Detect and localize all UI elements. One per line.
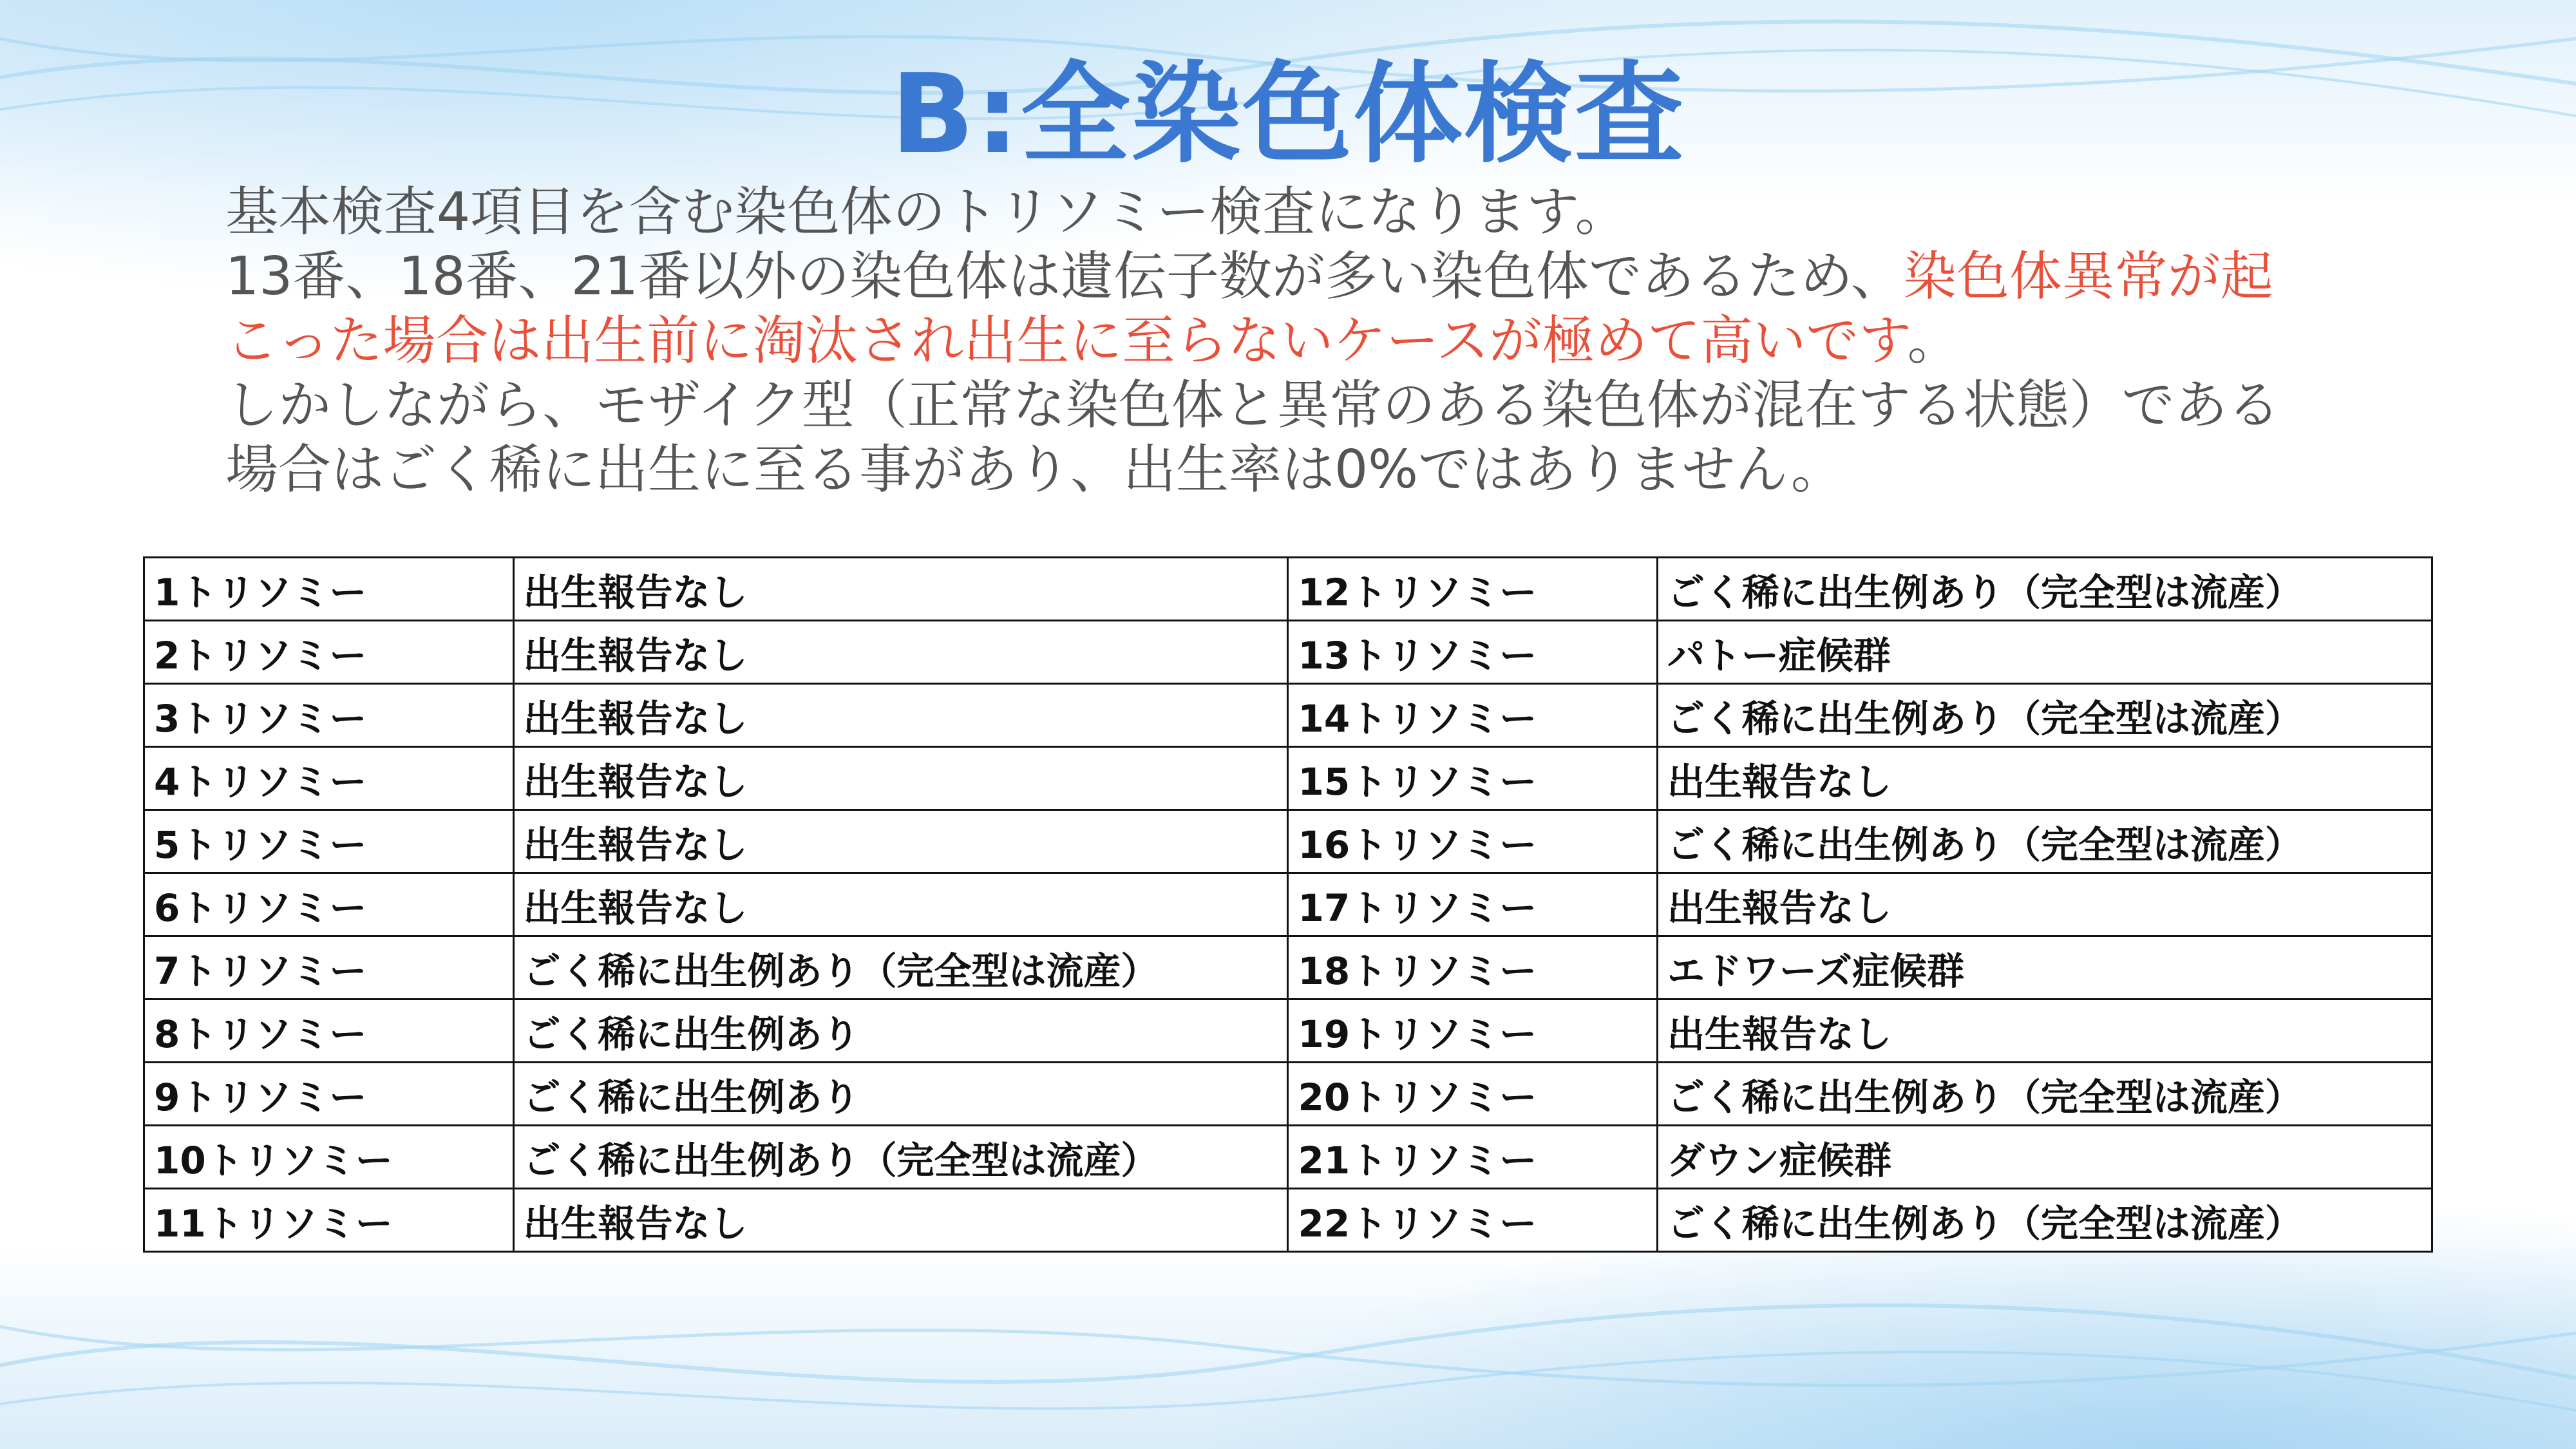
birth-outcome-cell: ごく稀に出生例あり（完全型は流産） <box>513 1126 1288 1189</box>
intro-line-4: しかしながら、モザイク型（正常な染色体と異常のある染色体が混在する状態）である <box>225 375 2280 436</box>
trisomy-name-cell: 15トリソミー <box>1288 747 1658 810</box>
birth-outcome-cell: エドワーズ症候群 <box>1658 936 2432 999</box>
trisomy-name-cell: 6トリソミー <box>144 873 514 936</box>
intro-line-3 <box>225 309 2383 374</box>
birth-outcome-cell: ごく稀に出生例あり <box>513 999 1288 1063</box>
trisomy-name-cell: 8トリソミー <box>144 999 514 1063</box>
trisomy-name-cell: 3トリソミー <box>144 684 514 747</box>
intro-text <box>225 180 2383 502</box>
birth-outcome-cell: ごく稀に出生例あり（完全型は流産） <box>1658 810 2432 873</box>
birth-outcome-cell: 出生報告なし <box>513 810 1288 873</box>
trisomy-name-cell: 17トリソミー <box>1288 873 1658 936</box>
birth-outcome-cell: 出生報告なし <box>513 1189 1288 1252</box>
trisomy-name-cell: 21トリソミー <box>1288 1126 1658 1189</box>
birth-outcome-cell: ごく稀に出生例あり <box>513 1063 1288 1126</box>
birth-outcome-cell: 出生報告なし <box>1658 873 2432 936</box>
intro-line-1: 基本検査4項目を含む染色体のトリソミー検査になります。 <box>225 182 1628 243</box>
birth-outcome-cell: ごく稀に出生例あり（完全型は流産） <box>1658 684 2432 747</box>
trisomy-name-cell: 2トリソミー <box>144 621 514 684</box>
table-row <box>144 1189 2432 1252</box>
slide-title: B:全染色体検査 <box>891 51 1685 178</box>
trisomy-name-cell: 12トリソミー <box>1288 558 1658 621</box>
birth-outcome-cell: 出生報告なし <box>513 621 1288 684</box>
table-row <box>144 621 2432 684</box>
birth-outcome-cell: 出生報告なし <box>1658 747 2432 810</box>
table-row <box>144 684 2432 747</box>
trisomy-name-cell: 20トリソミー <box>1288 1063 1658 1126</box>
intro-line-3-highlight: こった場合は出生前に淘汰され出生に至らないケースが極めて高いです <box>225 310 1908 372</box>
table-row <box>144 873 2432 936</box>
birth-outcome-cell: ダウン症候群 <box>1658 1126 2432 1189</box>
intro-line-3-normal: 。 <box>1907 310 1960 372</box>
intro-line-5: 場合はごく稀に出生に至る事があり、出生率は0%ではありません。 <box>225 439 1844 500</box>
table-row <box>144 810 2432 873</box>
trisomy-name-cell: 13トリソミー <box>1288 621 1658 684</box>
intro-line-2-highlight: 染色体異常が起 <box>1903 246 2273 307</box>
birth-outcome-cell: パトー症候群 <box>1658 621 2432 684</box>
table-row <box>144 1126 2432 1189</box>
trisomy-name-cell: 18トリソミー <box>1288 936 1658 999</box>
birth-outcome-cell: ごく稀に出生例あり（完全型は流産） <box>513 936 1288 999</box>
trisomy-name-cell: 1トリソミー <box>144 558 514 621</box>
trisomy-name-cell: 19トリソミー <box>1288 999 1658 1063</box>
trisomy-name-cell: 11トリソミー <box>144 1189 514 1252</box>
birth-outcome-cell: 出生報告なし <box>513 747 1288 810</box>
birth-outcome-cell: 出生報告なし <box>1658 999 2432 1063</box>
birth-outcome-cell: 出生報告なし <box>513 873 1288 936</box>
trisomy-name-cell: 9トリソミー <box>144 1063 514 1126</box>
table-row <box>144 747 2432 810</box>
table-row <box>144 558 2432 621</box>
birth-outcome-cell: ごく稀に出生例あり（完全型は流産） <box>1658 1189 2432 1252</box>
trisomy-name-cell: 14トリソミー <box>1288 684 1658 747</box>
trisomy-table <box>143 556 2433 1253</box>
intro-line-2-normal: 13番、18番、21番以外の染色体は遺伝子数が多い染色体であるため、 <box>225 246 1904 307</box>
trisomy-table-body <box>144 558 2432 1252</box>
birth-outcome-cell: ごく稀に出生例あり（完全型は流産） <box>1658 1063 2432 1126</box>
birth-outcome-cell: ごく稀に出生例あり（完全型は流産） <box>1658 558 2432 621</box>
birth-outcome-cell: 出生報告なし <box>513 558 1288 621</box>
table-row <box>144 1063 2432 1126</box>
birth-outcome-cell: 出生報告なし <box>513 684 1288 747</box>
trisomy-name-cell: 7トリソミー <box>144 936 514 999</box>
intro-line-2 <box>225 245 2383 309</box>
trisomy-name-cell: 16トリソミー <box>1288 810 1658 873</box>
trisomy-name-cell: 22トリソミー <box>1288 1189 1658 1252</box>
table-row <box>144 999 2432 1063</box>
table-row <box>144 936 2432 999</box>
trisomy-name-cell: 5トリソミー <box>144 810 514 873</box>
trisomy-name-cell: 10トリソミー <box>144 1126 514 1189</box>
trisomy-name-cell: 4トリソミー <box>144 747 514 810</box>
